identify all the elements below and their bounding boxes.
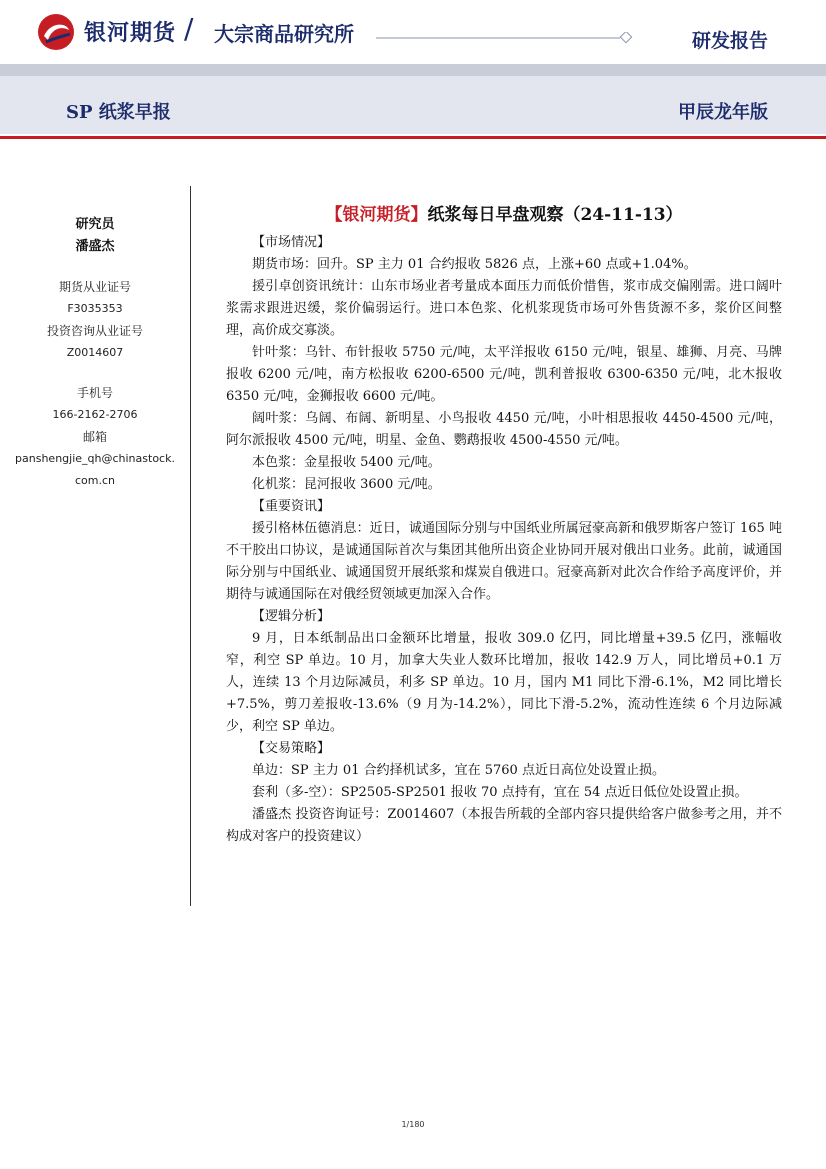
futures-cert-label: 期货从业证号 [58, 280, 131, 294]
header-band [0, 64, 826, 76]
section-title: SP 纸浆早报 [66, 102, 171, 123]
paragraph: 套利（多-空）：SP2505-SP2501 报收 70 点持有，宜在 54 点近日低位处设置止损。 [252, 785, 748, 800]
paragraph: 阔叶浆：乌阔、布阔、新明星、小鸟报收 4450 元/吨，小叶相思报收 4450-4500 元/吨，阿尔派报收 4500 元/吨，明星、金鱼、鹦鹉报收 4500-4550 元/吨。 [226, 411, 782, 448]
paragraph: 期货市场：回升。SP 主力 01 合约报收 5826 点，上涨+60 点或+1.04%。 [252, 257, 697, 272]
article-title-brand: 【银河期货】 [325, 205, 428, 225]
section-heading-strategy: 【交易策略】 [252, 741, 331, 756]
email-label: 邮箱 [82, 430, 107, 444]
page-number: 1/180 [401, 1120, 425, 1129]
section-heading-analysis: 【逻辑分析】 [252, 609, 331, 624]
column-divider [190, 186, 191, 906]
paragraph: 潘盛杰 投资咨询证号：Z0014607（本报告所载的全部内容只提供给客户做参考之用，并不构成对客户的投资建议） [226, 807, 782, 844]
brand-name: 银河期货 [84, 21, 177, 46]
paragraph: 本色浆：金星报收 5400 元/吨。 [252, 455, 441, 470]
section-heading-market: 【市场情况】 [252, 235, 331, 250]
section-heading-news: 【重要资讯】 [252, 499, 331, 514]
phone-number: 166-2162-2706 [52, 408, 138, 421]
edition-label: 甲辰龙年版 [678, 102, 768, 123]
paragraph: 化机浆：昆河报收 3600 元/吨。 [252, 477, 441, 492]
futures-cert-number: F3035353 [67, 302, 123, 315]
paragraph: 援引卓创资讯统计：山东市场业者考量成本面压力而低价惜售，浆市成交偏刚需。进口阔叶浆需求跟进迟缓，浆价偏弱运行。进口本色浆、化机浆现货市场可外售货源不多，浆价区间整理，高价成交寡淡。 [226, 279, 782, 338]
email-address-line2[interactable]: com.cn [74, 474, 115, 487]
paragraph: 针叶浆：乌针、布针报收 5750 元/吨，太平洋报收 6150 元/吨，银星、雄狮、月亮、马牌报收 6200 元/吨，南方松报收 6200-6500 元/吨，凯利普报收 6300-6350 元/吨，北木报收 6350 元/吨，金狮报收 6600 元/吨。 [226, 345, 782, 404]
email-address-line1[interactable]: panshengjie_qh@chinastock. [15, 452, 175, 465]
galaxy-logo-icon [36, 12, 76, 52]
consult-cert-label: 投资咨询从业证号 [46, 324, 143, 338]
paragraph: 单边：SP 主力 01 合约择机试多，宜在 5760 点近日高位处设置止损。 [252, 763, 665, 778]
analyst-sidebar [0, 214, 190, 492]
consult-cert-number: Z0014607 [66, 346, 124, 359]
divider-slash: / [184, 12, 194, 45]
analyst-role: 研究员 [75, 217, 115, 232]
paragraph: 援引格林伍德消息：近日，诚通国际分别与中国纸业所属冠豪高新和俄罗斯客户签订 165 吨不干胶出口协议，是诚通国际首次与集团其他所出资企业协同开展对俄出口业务。此前，诚通国际分别与中国纸业、诚通国贸开展纸浆和煤炭自俄进口。冠豪高新对此次合作给予高度评价，并期待与诚通国际在对俄经贸领域更加深入合作。 [226, 521, 782, 602]
article-title-text: 纸浆每日早盘观察（24-11-13） [427, 205, 683, 225]
analyst-name: 潘盛杰 [75, 239, 115, 254]
paragraph: 9 月，日本纸制品出口金额环比增量，报收 309.0 亿円，同比增量+39.5 亿円，涨幅收窄，利空 SP 单边。10 月，加拿大失业人数环比增加，报收 142.9 万人，同比增员+0.1 万人，连续 13 个月边际减员，利多 SP 单边。10 月，国内 M1 同比下滑-6.1%，M2 同比增长+7.5%，剪刀差报收-13.6%（9 月为-14.2%），同比下滑-5.2%，流动性连续 6 个月边际减少，利空 SP 单边。 [226, 631, 782, 734]
page-header [0, 0, 826, 140]
report-type: 研发报告 [691, 30, 768, 52]
decorative-line [376, 32, 636, 44]
article-title [226, 204, 782, 226]
article-body [226, 204, 782, 848]
header-red-rule [0, 136, 826, 139]
institute-name: 大宗商品研究所 [214, 22, 354, 46]
phone-label: 手机号 [76, 386, 113, 400]
